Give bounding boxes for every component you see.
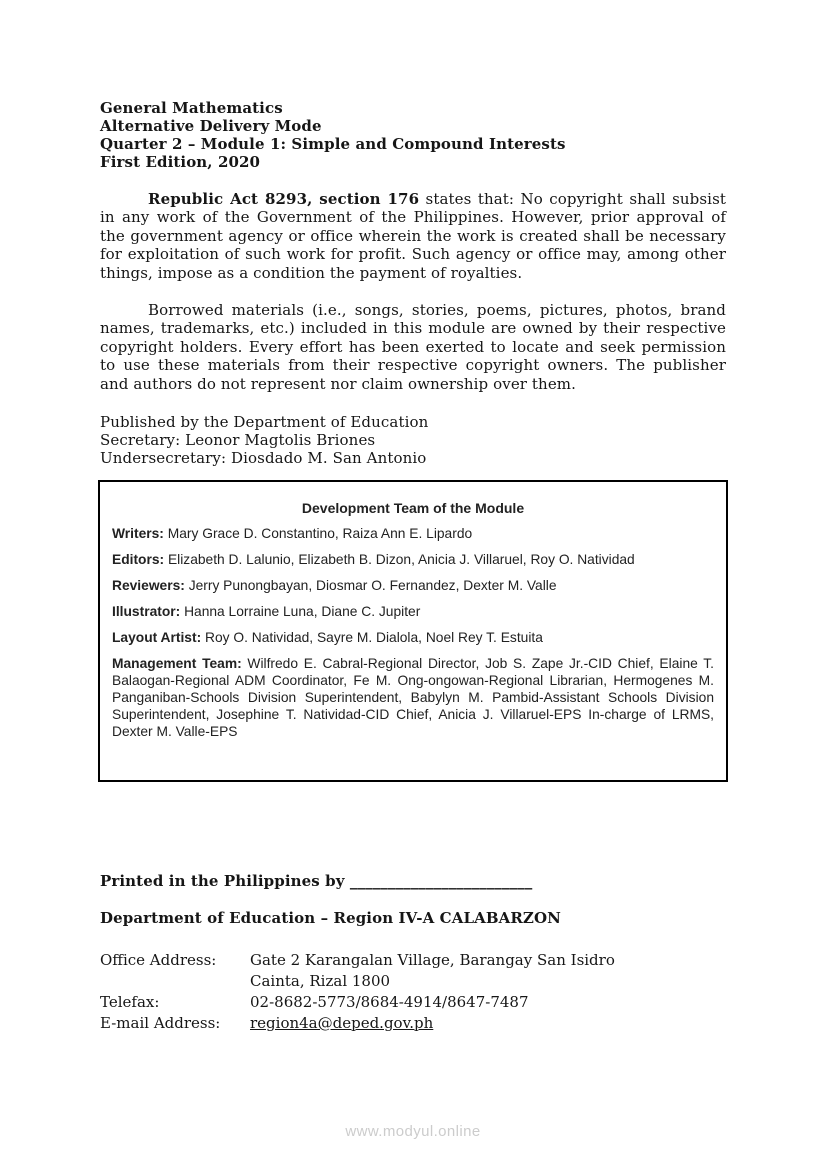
undersecretary-line: Undersecretary: Diosdado M. San Antonio	[100, 449, 427, 468]
printed-blank-line: ________________________	[344, 872, 533, 891]
email-row	[100, 1013, 726, 1034]
dev-team-management	[112, 655, 714, 740]
dev-team-reviewers	[112, 577, 714, 594]
dev-team-writers	[112, 525, 714, 542]
management-team-label: Management Team:	[112, 656, 242, 672]
watermark-text: www.modyul.online	[345, 1123, 481, 1140]
module-quarter-title: Quarter 2 – Module 1: Simple and Compound Interests	[100, 135, 566, 153]
dev-team-layout-artist	[112, 629, 714, 646]
secretary-line: Secretary: Leonor Magtolis Briones	[100, 431, 376, 450]
dev-team-editors	[112, 551, 714, 568]
layout-artist-names: Roy O. Natividad, Sayre M. Dialola, Noel Rey T. Estuita	[201, 630, 543, 646]
republic-act-text: states that: No copyright shall subsist in any work of the Government of the Philippines. However, prior approval of the government agency or office wherein the work is created shall be necessary for exploitation of such work for profit. Such agency or office may, among other things, impose as a condition the payment of royalties.	[100, 190, 727, 282]
telefax-value: 02-8682-5773/8684-4914/8647-7487	[250, 993, 529, 1012]
editors-names: Elizabeth D. Lalunio, Elizabeth B. Dizon, Anicia J. Villaruel, Roy O. Natividad	[164, 552, 635, 568]
republic-act-lead: Republic Act 8293, section 176	[148, 190, 420, 208]
printed-in-philippines-line	[100, 872, 726, 891]
reviewers-names: Jerry Punongbayan, Diosmar O. Fernandez, Dexter M. Valle	[184, 578, 557, 594]
layout-artist-label: Layout Artist:	[112, 630, 202, 646]
email-value-wrap	[250, 1013, 726, 1034]
module-subject: General Mathematics	[100, 99, 283, 117]
reviewers-label: Reviewers:	[112, 578, 185, 594]
illustrator-label: Illustrator:	[112, 604, 181, 620]
development-team-box	[98, 480, 728, 782]
telefax-label: Telefax:	[100, 993, 160, 1012]
writers-label: Writers:	[112, 526, 164, 542]
department-region-line: Department of Education – Region IV-A CALABARZON	[100, 909, 561, 928]
editors-label: Editors:	[112, 552, 165, 568]
module-mode: Alternative Delivery Mode	[100, 117, 322, 135]
office-address-row	[100, 950, 726, 992]
office-address-value	[250, 950, 726, 992]
development-team-title: Development Team of the Module	[301, 500, 525, 517]
office-address-line2: Cainta, Rizal 1800	[250, 972, 391, 991]
email-link[interactable]: region4a@deped.gov.ph	[250, 1014, 434, 1033]
copyright-paragraph-2: Borrowed materials (i.e., songs, stories, poems, pictures, photos, brand names, trademarks, etc.) included in this module are owned by their respective copyright holders. Every effort has been exerted to locate and seek permission to use these materials from their respective copyright owners. The publisher and authors do not represent nor claim ownership over them.	[100, 301, 726, 393]
writers-names: Mary Grace D. Constantino, Raiza Ann E. Lipardo	[163, 526, 473, 542]
telefax-row	[100, 992, 726, 1013]
copyright-paragraph-1	[100, 190, 726, 282]
publisher-block	[100, 413, 726, 467]
office-address-label: Office Address:	[100, 951, 217, 970]
office-address-line1: Gate 2 Karangalan Village, Barangay San Isidro	[250, 951, 615, 970]
printed-label: Printed in the Philippines by	[100, 872, 345, 891]
module-title-block	[100, 99, 726, 171]
published-by-line: Published by the Department of Education	[100, 413, 429, 432]
dev-team-illustrator	[112, 603, 714, 620]
management-team-names: Wilfredo E. Cabral-Regional Director, Job S. Zape Jr.-CID Chief, Elaine T. Balaogan-Regional ADM Coordinator, Fe M. Ong-ongowan-Regional Librarian, Hermogenes M. Panganiban-Schools Division Superintendent, Babylyn M. Pambid-Assistant Schools Division Superintendent, Josephine T. Natividad-CID Chief, Anicia J. Villaruel-EPS In-charge of LRMS, Dexter M. Valle-EPS	[112, 656, 715, 740]
email-label: E-mail Address:	[100, 1014, 221, 1033]
module-edition: First Edition, 2020	[100, 153, 261, 171]
illustrator-names: Hanna Lorraine Luna, Diane C. Jupiter	[180, 604, 421, 620]
contact-block	[100, 950, 726, 1034]
